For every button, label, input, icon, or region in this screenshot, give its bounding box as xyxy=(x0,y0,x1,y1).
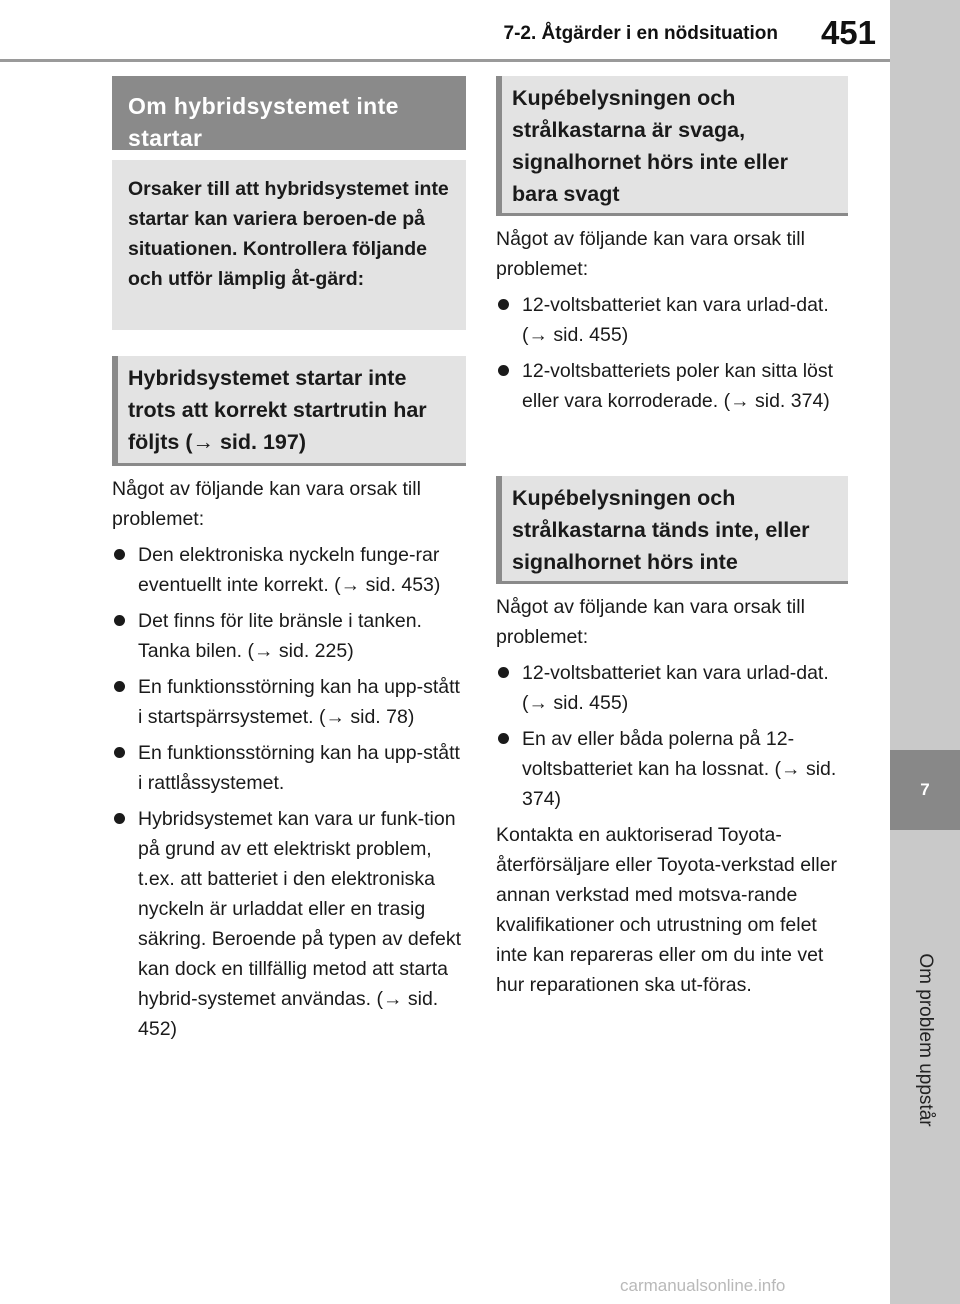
subheading-start-failure: Hybridsystemet startar inte trots att korrekt startrutin har följts (→ sid. 197) xyxy=(112,356,466,466)
section-heading: Om hybridsystemet inte startar xyxy=(112,76,466,150)
cause-list xyxy=(496,658,848,820)
intro-box: Orsaker till att hybridsystemet inte startar kan variera beroen-de på situationen. Kontrollera följande och utför lämplig åt-gärd: xyxy=(112,160,466,330)
bullet-icon xyxy=(498,299,509,310)
chapter-side-tab xyxy=(890,0,960,1304)
chapter-label: Om problem uppstår xyxy=(915,953,936,1127)
bullet-icon xyxy=(114,615,125,626)
section-title: 7-2. Åtgärder i en nödsituation xyxy=(503,23,778,44)
list-item: Den elektroniska nyckeln funge-rar eventuellt inte korrekt. (→ sid. 453) xyxy=(112,540,466,600)
chapter-number: 7 xyxy=(890,750,960,830)
bullet-icon xyxy=(498,667,509,678)
cause-list xyxy=(496,290,848,422)
list-item: En av eller båda polerna på 12-voltsbatteriet kan ha lossnat. (→ sid. 374) xyxy=(496,724,848,814)
bullet-icon xyxy=(498,365,509,376)
watermark: carmanualsonline.info xyxy=(620,1276,786,1295)
bullet-icon xyxy=(114,813,125,824)
list-item: En funktionsstörning kan ha upp-stått i startspärrsystemet. (→ sid. 78) xyxy=(112,672,466,732)
subheading-no-lights: Kupébelysningen och strålkastarna tänds inte, eller signalhornet hörs inte xyxy=(496,476,848,584)
closing-paragraph: Kontakta en auktoriserad Toyota-återförsäljare eller Toyota-verkstad eller annan verkstad med motsva-rande kvalifikationer och utrustning om felet inte kan repareras eller om du inte vet hur reparationen ska ut-föras. xyxy=(496,824,838,996)
list-item: 12-voltsbatteriet kan vara urlad-dat. (→ sid. 455) xyxy=(496,658,848,718)
bullet-icon xyxy=(114,549,125,560)
page-number: 451 xyxy=(820,14,876,51)
list-item: Hybridsystemet kan vara ur funk-tion på grund av ett elektriskt problem, t.ex. att batteriet i den elektroniska nyckeln är urladdat eller en trasig säkring. Beroende på typen av defekt kan dock en tillfällig metod att starta hybrid-systemet användas. (→ sid. 452) xyxy=(112,804,466,1044)
list-item: 12-voltsbatteriet kan vara urlad-dat. (→ sid. 455) xyxy=(496,290,848,350)
list-item: 12-voltsbatteriets poler kan sitta löst eller vara korroderade. (→ sid. 374) xyxy=(496,356,848,416)
bullet-icon xyxy=(498,733,509,744)
subheading-weak-lights: Kupébelysningen och strålkastarna är svaga, signalhornet hörs inte eller bara svagt xyxy=(496,76,848,216)
list-item: En funktionsstörning kan ha upp-stått i rattlåssystemet. xyxy=(112,738,466,798)
bullet-icon xyxy=(114,681,125,692)
header-divider xyxy=(0,59,890,62)
lead-paragraph: Något av följande kan vara orsak till problemet: xyxy=(496,596,805,648)
lead-paragraph: Något av följande kan vara orsak till problemet: xyxy=(112,478,421,530)
cause-list xyxy=(112,540,466,1050)
page-header xyxy=(0,0,890,60)
lead-paragraph: Något av följande kan vara orsak till problemet: xyxy=(496,228,805,280)
list-item: Det finns för lite bränsle i tanken. Tanka bilen. (→ sid. 225) xyxy=(112,606,466,666)
bullet-icon xyxy=(114,747,125,758)
